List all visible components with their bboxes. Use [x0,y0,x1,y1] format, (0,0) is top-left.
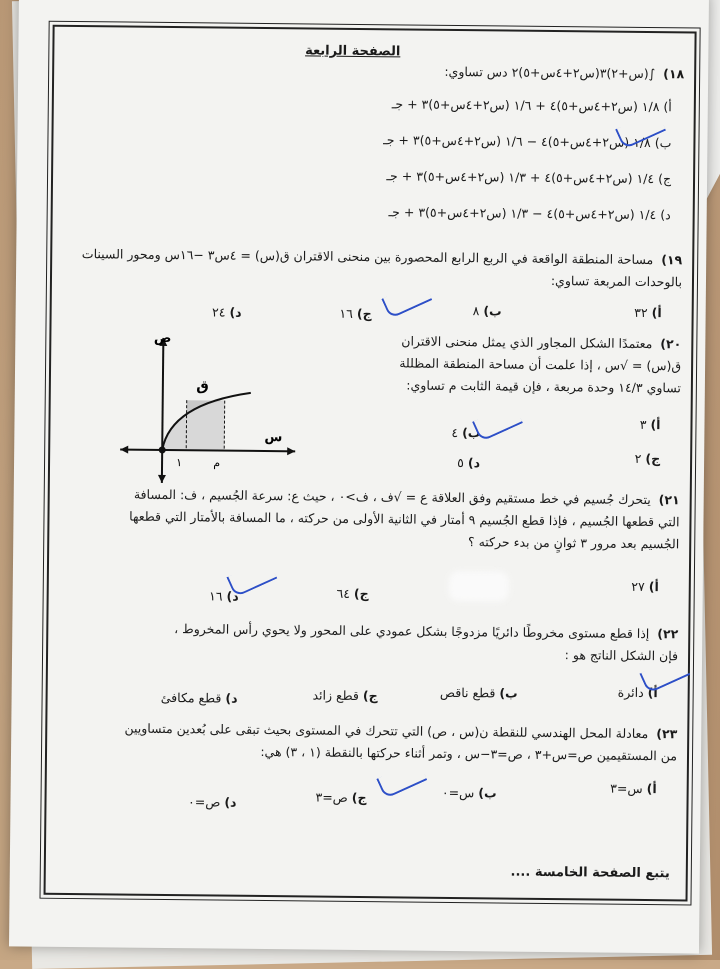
function-graph [110,327,302,489]
option-d [388,204,670,222]
option-d [457,455,480,470]
tick-label-m: م [213,456,221,470]
option-text: ٣ [639,416,647,433]
option-label: ج) [356,305,372,322]
ink-smudge [449,571,509,602]
option-a [634,305,662,320]
question-stem: يتحرك جُسيم في خط مستقيم وفق العلاقة ع = √ف ، ف>٠ ، حيث ع: سرعة الجُسيم ، ف: المسافة [133,486,651,508]
check-mark-icon [376,760,427,799]
question-number: ٢١) [658,492,680,508]
option-a [392,96,672,114]
option-label: ج) [353,585,369,602]
x-axis-label: س [264,430,283,446]
option-label: أ) [651,305,662,321]
option-text: ٥ [457,455,465,471]
option-text: ١/٤ (س٢+٤س+٥)٤ − ١/٣ (س٢+٤س+٥)٣ + جـ [388,204,657,223]
page-title: الصفحة الرابعة [305,43,401,60]
option-c [339,306,371,321]
y-axis-label: ص [153,330,172,347]
option-text: ١/٨ (س٢+٤س+٥)٤ − ١/٦ (س٢+٤س+٥)٣ + جـ [383,132,651,151]
option-c [315,790,366,806]
option-b [442,785,497,801]
option-label: د) [660,207,671,223]
option-label: د) [224,794,237,810]
option-text: ١٦ [339,305,353,321]
option-a [640,417,661,432]
option-text: ١/٤ (س٢+٤س+٥)٤ + ١/٣ (س٢+٤س+٥)٣ + جـ [386,168,655,187]
question-19 [62,243,682,293]
option-label: أ) [648,579,659,595]
option-label: أ) [650,417,661,433]
y-axis-down-arrow-icon [158,475,166,483]
option-label: ج) [645,450,661,467]
option-label: ج) [362,688,378,704]
curve-label: ق [196,378,209,395]
option-label: ب) [478,785,497,801]
option-c [386,168,671,186]
option-text: ٤ [451,424,459,441]
option-label: أ) [646,781,657,797]
option-label: د) [226,588,239,604]
graph-svg [110,327,302,489]
option-text: ٢٧ [631,578,645,594]
y-axis [162,338,164,483]
option-label: د) [467,455,481,471]
question-stem-line3: الجُسيم بعد مرور ٣ ثوانٍ من بدء حركته ؟ [467,534,680,552]
question-stem-line2: ق(س) = √س ، إذا علمت أن مساحة المنطقة المظللة [399,355,682,374]
question-stem: مساحة المنطقة الواقعة في الربع الرابع المحصورة بين منحنى الاقتران ق(س) = ٤س٣ −١٦س ومحور السينات [81,246,654,268]
question-20 [351,330,682,399]
question-number: ٢٣) [656,726,678,742]
option-text: ص=٠ [187,794,221,810]
option-b [440,685,518,701]
option-text: قطع زائد [312,687,359,704]
question-stem: ∫(س+٢)٣(س٢+٤س+٥)٢ دس تساوي: [444,63,656,82]
question-stem-line3: تساوي ١٤/٣ وحدة مربعة ، فإن قيمة الثابت م تساوي: [406,377,681,396]
option-label: ب) [462,425,481,441]
option-label: د) [229,304,242,320]
option-label: أ) [647,685,658,701]
question-stem-line2: من المستقيمين ص=س+٣ ، ص=٣−س ، وتمر أثناء حركتها بالنقطة (١ ، ٣) هي: [260,743,678,764]
option-text: ٣٢ [634,304,648,321]
option-a [631,579,659,594]
question-stem-line2: التي قطعها الجُسيم ، فإذا قطع الجُسيم ٩ أمتار في الثانية الأولى من حركته ، ما المسافة بالأمتار التي قطعها [129,508,680,530]
x-axis [120,449,295,451]
option-text: ١٦ [209,588,223,604]
option-c [336,586,368,601]
question-number: ٢٢) [657,626,679,642]
option-d [212,304,242,319]
option-b [473,303,502,318]
bound-line-m [224,401,225,451]
option-text: قطع مكافئ [160,689,222,706]
question-23 [57,717,677,767]
option-text: ١/٨ (س٢+٤س+٥)٤ + ١/٦ (س٢+٤س+٥)٣ + جـ [391,96,660,115]
x-axis-arrow-icon [287,447,295,455]
question-stem-line2: فإن الشكل الناتج هو : [564,647,679,664]
question-number: ١٩) [661,252,683,268]
question-22 [58,617,678,667]
option-text: ٨ [472,303,480,319]
check-mark-icon [226,558,277,597]
question-stem-line2: بالوحدات المربعة تساوي: [550,272,683,290]
option-d [161,690,238,706]
option-c [635,451,661,466]
question-stem: إذا قطع مستوى مخروطًا دائريًا مزدوجًا بشكل عمودي على المحور ولا يحوي رأس المخروط ، [174,621,650,642]
option-label: ج) [351,789,367,806]
question-stem: معادلة المحل الهندسي للنقطة ن(س ، ص) التي تتحرك في المستوى بحيث تبقى على بُعدين متساويين [124,720,649,742]
option-a [610,781,657,796]
option-text: س=٠ [441,784,475,801]
option-text: س=٣ [610,780,643,796]
check-mark-icon [472,403,523,442]
question-number: ٢٠) [660,336,682,352]
question-stem: معتمدًا الشكل المجاور الذي يمثل منحنى الاقتران [401,333,653,352]
option-text: ٢ [634,450,642,466]
option-label: د) [225,690,238,706]
x-axis-left-arrow-icon [120,445,128,453]
option-text: دائرة [617,684,644,700]
option-label: ج) [658,171,672,187]
option-label: ب) [654,135,672,151]
option-label: أ) [663,99,672,115]
question-number: ١٨) [663,66,685,82]
option-label: ب) [499,685,518,701]
option-text: قطع ناقص [439,684,496,701]
question-18 [64,57,684,85]
option-text: ٦٤ [336,585,351,601]
exam-page [9,0,709,954]
option-c [312,688,377,704]
tick-label-one: ١ [176,456,183,470]
option-text: ص=٣ [315,789,348,805]
page-frame [44,25,697,902]
option-d [188,794,237,810]
option-text: ٢٤ [211,304,226,320]
page-footer: يتبع الصفحة الخامسة .... [510,864,670,882]
question-21 [59,483,680,555]
option-label: ب) [483,303,502,319]
